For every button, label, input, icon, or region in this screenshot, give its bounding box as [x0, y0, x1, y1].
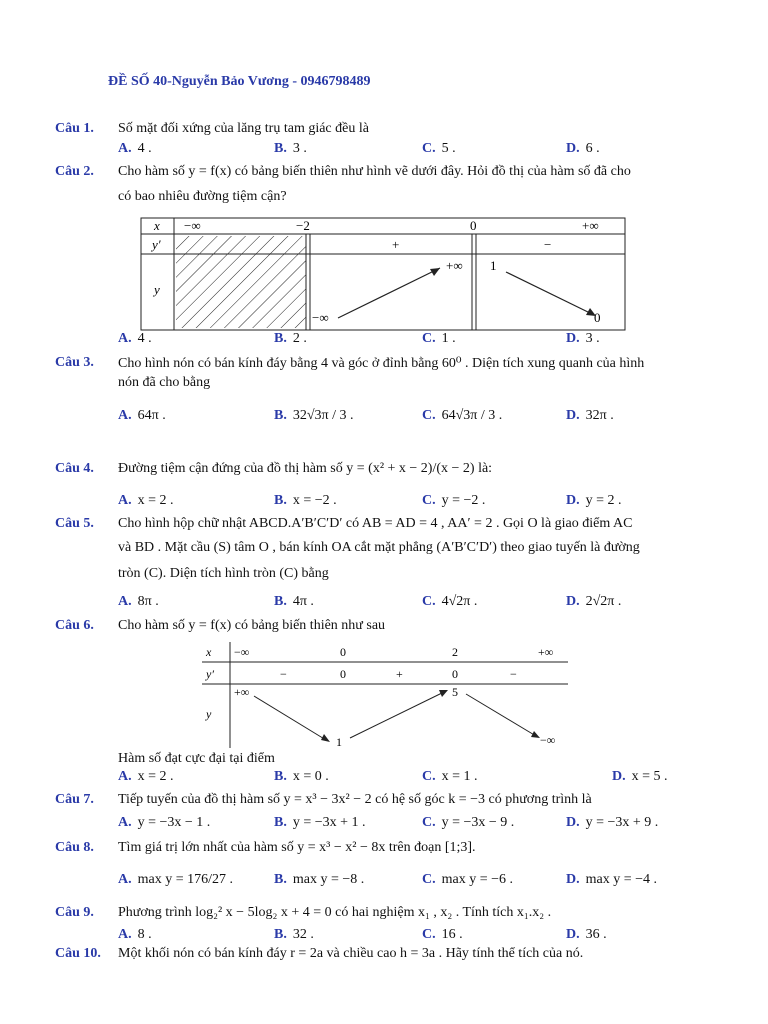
- option-b: B. x = −2 .: [274, 493, 337, 508]
- y-value: 0: [594, 310, 601, 325]
- option-c: C. 1 .: [422, 331, 456, 346]
- sign: 0: [340, 667, 346, 681]
- option-b: B. y = −3x + 1 .: [274, 815, 366, 830]
- option-b: B. max y = −8 .: [274, 872, 365, 887]
- option-c: C. x = 1 .: [422, 769, 478, 784]
- question-text: tròn (C). Diện tích hình tròn (C) bằng: [118, 566, 329, 581]
- option-a: A. 4 .: [118, 331, 152, 346]
- question-text: Đường tiệm cận đứng của đồ thị hàm số y = (x² + x − 2)/(x − 2) là:: [118, 461, 493, 476]
- question-number: Câu 8.: [55, 840, 94, 855]
- question-text: Hàm số đạt cực đại tại điểm: [118, 751, 275, 766]
- question-text: Tiếp tuyến của đồ thị hàm số y = x³ − 3x² − 2 có hệ số góc k = −3 có phương trình là: [118, 792, 592, 807]
- option-c: C. 4√2π .: [422, 594, 478, 609]
- question-number: Câu 3.: [55, 355, 94, 370]
- option-b: B. 2 .: [274, 331, 307, 346]
- option-a: A. 8π .: [118, 594, 159, 609]
- x-value: −∞: [234, 645, 250, 659]
- option-d: D. 32π .: [566, 408, 614, 423]
- variation-table-2: [200, 640, 570, 750]
- x-value: +∞: [538, 645, 554, 659]
- option-b: B. 32√3π / 3 .: [274, 408, 354, 423]
- option-b: B. 32 .: [274, 927, 314, 942]
- option-d: D. y = −3x + 9 .: [566, 815, 659, 830]
- option-a: A. x = 2 .: [118, 493, 174, 508]
- x-value: −2: [296, 218, 310, 233]
- sign: 0: [452, 667, 458, 681]
- option-d: D. 6 .: [566, 141, 600, 156]
- option-c: C. max y = −6 .: [422, 872, 514, 887]
- option-c: C. y = −2 .: [422, 493, 486, 508]
- question-text: nón đã cho bằng: [118, 375, 211, 390]
- option-c: C. 64√3π / 3 .: [422, 408, 503, 423]
- option-d: D. 36 .: [566, 927, 607, 942]
- y-value: +∞: [446, 258, 463, 273]
- question-text: Cho hàm số y = f(x) có bảng biến thiên như sau: [118, 618, 386, 633]
- page-title: ĐỀ SỐ 40-Nguyễn Bảo Vương - 0946798489: [108, 74, 371, 89]
- sign: −: [544, 237, 552, 252]
- question-number: Câu 10.: [55, 946, 101, 961]
- option-b: B. 4π .: [274, 594, 314, 609]
- question-text: và BD . Mặt cầu (S) tâm O , bán kính OA cắt mặt phẳng (A′B′C′D′) theo giao tuyến là đường: [118, 540, 640, 555]
- sign: +: [396, 667, 403, 681]
- y-value: +∞: [234, 685, 250, 699]
- x-label: x: [206, 645, 212, 659]
- x-value: −∞: [184, 218, 201, 233]
- x-value: 0: [470, 218, 477, 233]
- option-b: B. 3 .: [274, 141, 307, 156]
- option-c: C. y = −3x − 9 .: [422, 815, 515, 830]
- sign: +: [392, 237, 400, 252]
- option-d: D. 3 .: [566, 331, 600, 346]
- option-d: D. max y = −4 .: [566, 872, 658, 887]
- y-value: 5: [452, 685, 458, 699]
- y-value: −∞: [312, 310, 329, 325]
- option-a: A. 64π .: [118, 408, 166, 423]
- question-text: Tìm giá trị lớn nhất của hàm số y = x³ − x² − 8x trên đoạn [1;3].: [118, 840, 476, 855]
- option-d: D. x = 5 .: [612, 769, 668, 784]
- y-label: y: [206, 707, 212, 721]
- option-a: A. 4 .: [118, 141, 152, 156]
- question-number: Câu 9.: [55, 905, 94, 920]
- question-number: Câu 7.: [55, 792, 94, 807]
- x-value: +∞: [582, 218, 599, 233]
- yprime-label: y′: [152, 237, 161, 252]
- question-text: Phương trình log₂² x − 5log₂ x + 4 = 0 có hai nghiệm x₁ , x₂ . Tính tích x₁.x₂ .: [118, 905, 552, 920]
- y-value: 1: [490, 258, 497, 273]
- yprime-label: y′: [206, 667, 214, 681]
- option-b: B. x = 0 .: [274, 769, 329, 784]
- x-label: x: [154, 218, 160, 233]
- question-number: Câu 1.: [55, 121, 94, 136]
- question-number: Câu 6.: [55, 618, 94, 633]
- question-number: Câu 5.: [55, 516, 94, 531]
- y-value: 1: [336, 735, 342, 749]
- question-number: Câu 2.: [55, 164, 94, 179]
- x-value: 0: [340, 645, 346, 659]
- question-text: Cho hàm số y = f(x) có bảng biến thiên như hình vẽ dưới đây. Hỏi đồ thị của hàm số đã cho: [118, 164, 631, 179]
- y-value: −∞: [540, 733, 556, 747]
- option-c: C. 16 .: [422, 927, 463, 942]
- option-a: A. 8 .: [118, 927, 152, 942]
- y-label: y: [154, 282, 160, 297]
- sign: −: [280, 667, 287, 681]
- option-d: D. y = 2 .: [566, 493, 622, 508]
- variation-table-1: [140, 214, 628, 332]
- option-c: C. 5 .: [422, 141, 456, 156]
- x-value: 2: [452, 645, 458, 659]
- question-text: Cho hình nón có bán kính đáy bằng 4 và góc ở đỉnh bằng 60⁰ . Diện tích xung quanh của hình: [118, 356, 645, 371]
- question-text: Số mặt đối xứng của lăng trụ tam giác đều là: [118, 121, 369, 136]
- question-text: Một khối nón có bán kính đáy r = 2a và chiều cao h = 3a . Hãy tính thể tích của nó.: [118, 946, 584, 961]
- question-text: Cho hình hộp chữ nhật ABCD.A′B′C′D′ có AB = AD = 4 , AA′ = 2 . Gọi O là giao điểm AC: [118, 516, 633, 531]
- option-a: A. max y = 176/27 .: [118, 872, 234, 887]
- sign: −: [510, 667, 517, 681]
- option-d: D. 2√2π .: [566, 594, 622, 609]
- question-number: Câu 4.: [55, 461, 94, 476]
- question-text: có bao nhiêu đường tiệm cận?: [118, 189, 287, 204]
- option-a: A. x = 2 .: [118, 769, 174, 784]
- option-a: A. y = −3x − 1 .: [118, 815, 211, 830]
